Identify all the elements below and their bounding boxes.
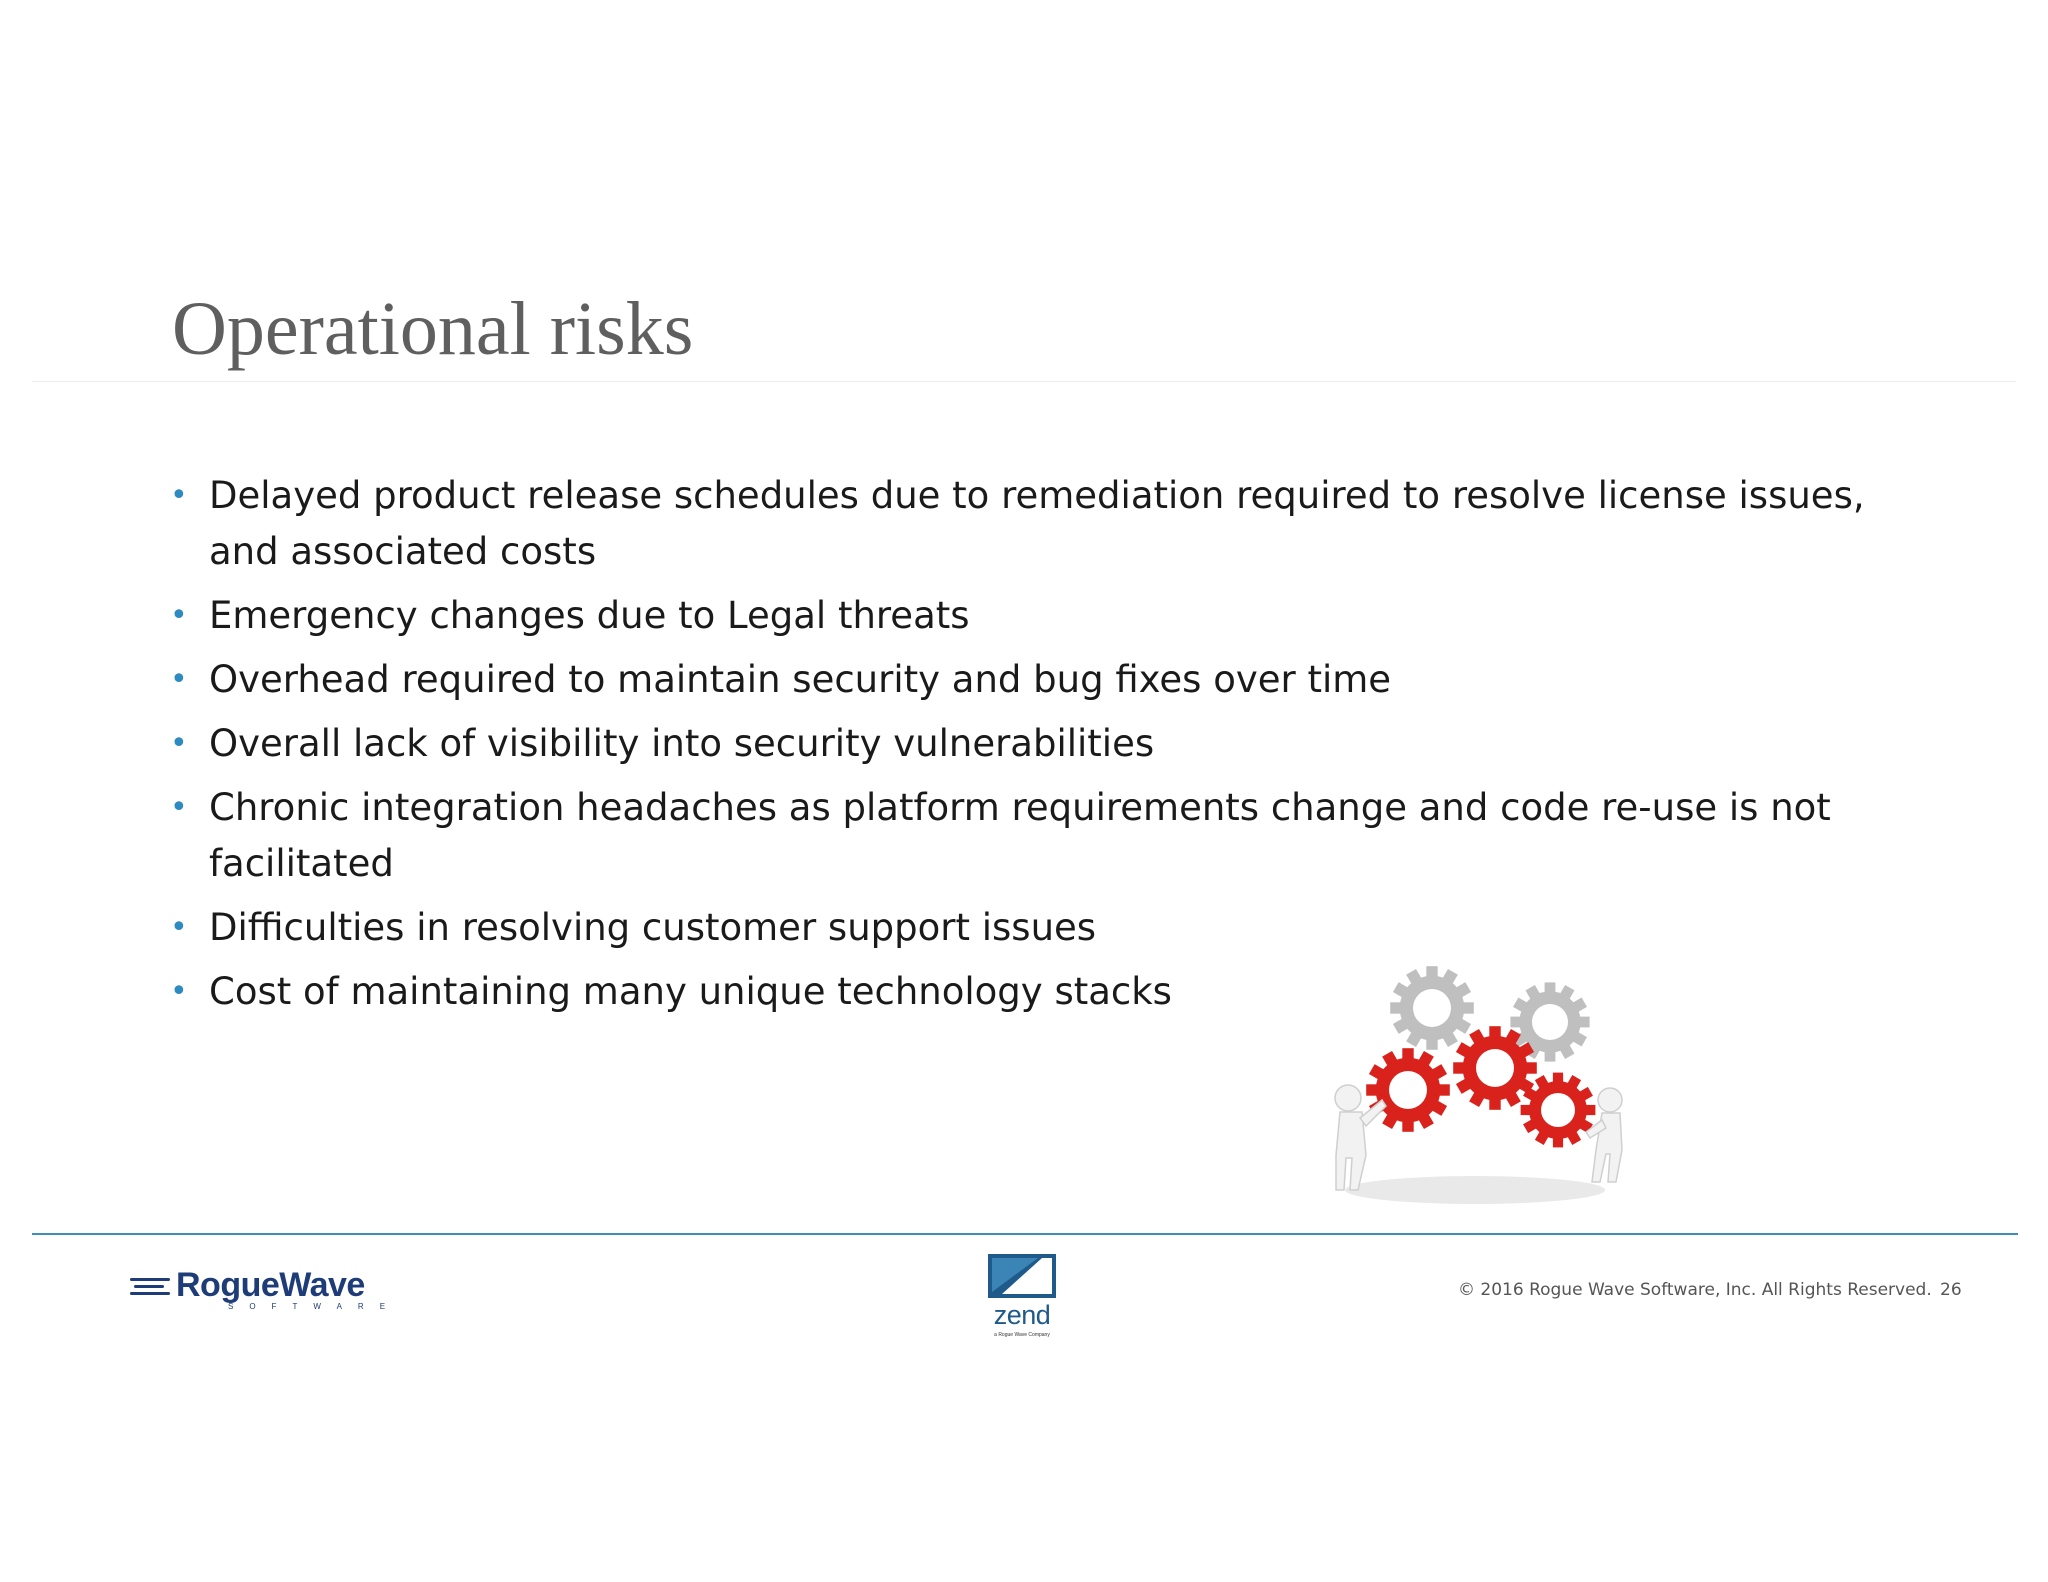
roguewave-logo-subtext: SOFTWARE [228,1302,402,1311]
bullet-icon: • [170,662,188,697]
bullet-item [168,780,1868,892]
page-number: 26 [1940,1280,1962,1300]
bullet-icon: • [170,726,188,761]
zend-logo-tagline: a Rogue Wave Company [994,1332,1050,1338]
bullet-text: Difficulties in resolving customer support issues [209,906,1097,949]
bullet-item [168,468,1868,580]
zend-logo-text: zend [993,1300,1051,1330]
bullet-item [168,900,1868,956]
copyright-text: © 2016 Rogue Wave Software, Inc. All Rights Reserved. [1458,1280,1932,1300]
bullet-text: Delayed product release schedules due to remediation required to resolve license issues, and associated costs [209,474,1865,573]
bullet-text: Overhead required to maintain security and bug fixes over time [209,658,1392,701]
bullet-icon: • [170,478,188,513]
bullet-text: Emergency changes due to Legal threats [209,594,970,637]
roguewave-logo-text: RogueWave [176,1266,365,1304]
zend-logo [982,1252,1062,1340]
bullet-text: Cost of maintaining many unique technology stacks [209,970,1172,1013]
bullet-item [168,588,1868,644]
bullet-icon: • [170,790,188,825]
footer-divider [32,1233,2018,1235]
bullet-list [168,468,1868,1028]
slide-title: Operational risks [172,287,694,371]
title-divider [32,381,2016,382]
figures-lifting-gears-icon [1310,950,1640,1215]
roguewave-lines-icon [130,1278,170,1299]
bullet-icon: • [170,910,188,945]
bullet-item [168,652,1868,708]
bullet-text: Chronic integration headaches as platform requirements change and code re-use is not facilitated [209,786,1831,885]
bullet-item [168,716,1868,772]
bullet-icon: • [170,598,188,633]
bullet-text: Overall lack of visibility into security vulnerabilities [209,722,1155,765]
zend-z-icon [982,1252,1062,1300]
bullet-icon: • [170,974,188,1009]
